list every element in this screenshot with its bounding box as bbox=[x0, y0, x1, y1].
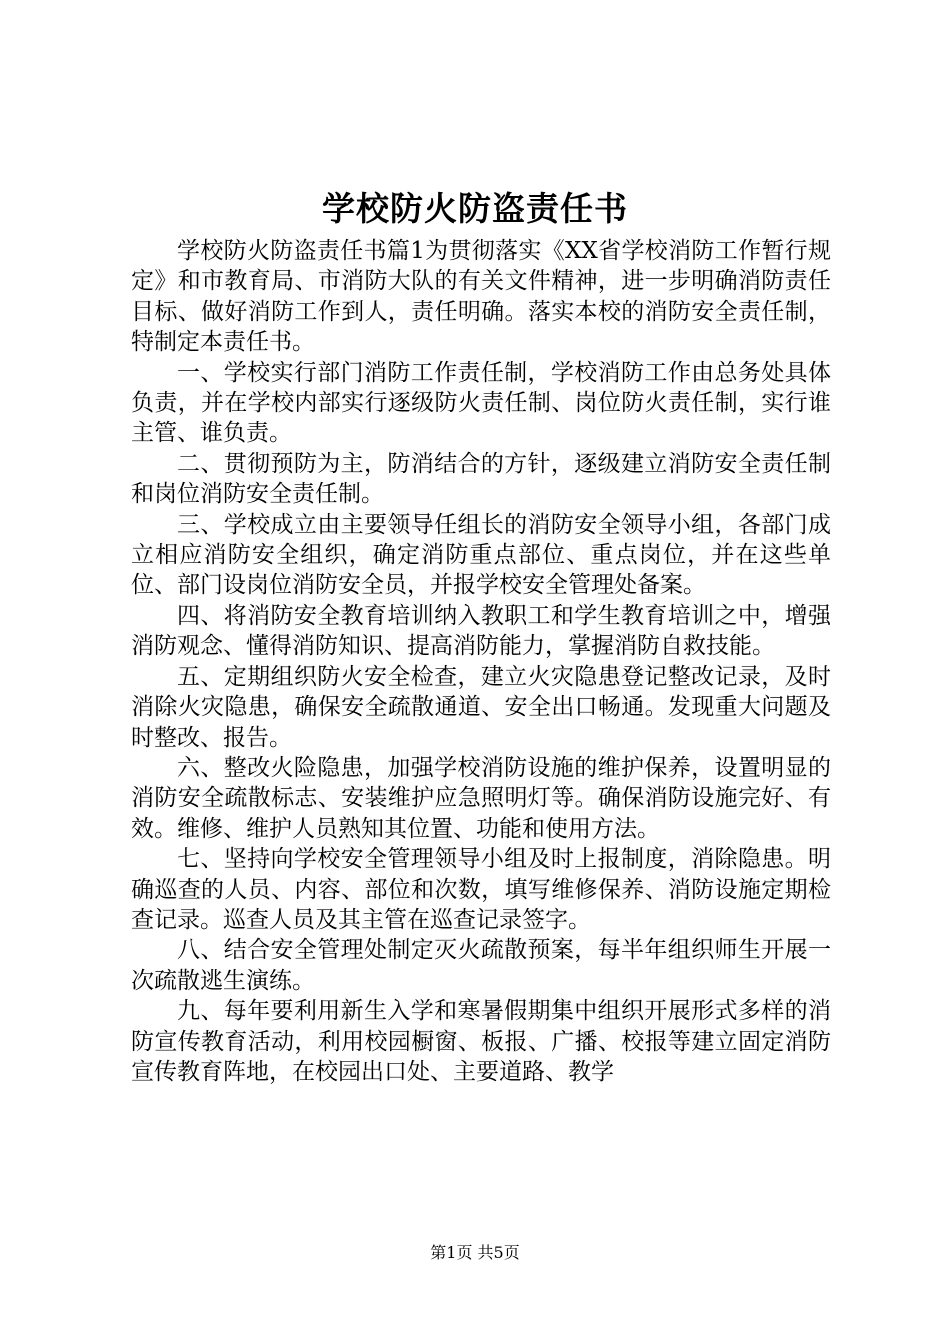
paragraph-item-9: 九、每年要利用新生入学和寒暑假期集中组织开展形式多样的消防宣传教育活动，利用校园橱窗、板报、广播、校报等建立固定消防宣传教育阵地，在校园出口处、主要道路、教学 bbox=[131, 998, 831, 1085]
paragraph-intro: 学校防火防盗责任书篇1为贯彻落实《XX省学校消防工作暂行规定》和市教育局、市消防大队的有关文件精神，进一步明确消防责任目标、做好消防工作到人，责任明确。落实本校的消防安全责任制，特制定本责任书。 bbox=[131, 238, 831, 356]
page-indicator: 第1页 共5页 bbox=[430, 1243, 520, 1262]
page-footer bbox=[0, 1242, 950, 1264]
document-title: 学校防火防盗责任书 bbox=[322, 189, 628, 228]
paragraph-item-8: 八、结合安全管理处制定灭火疏散预案，每半年组织师生开展一次疏散逃生演练。 bbox=[131, 937, 831, 994]
paragraph-item-5: 五、定期组织防火安全检查，建立火灾隐患登记整改记录，及时消除火灾隐患，确保安全疏散通道、安全出口畅通。发现重大问题及时整改、报告。 bbox=[131, 663, 831, 751]
paragraph-item-2: 二、贯彻预防为主，防消结合的方针，逐级建立消防安全责任制和岗位消防安全责任制。 bbox=[131, 450, 831, 508]
document-body bbox=[131, 236, 831, 1087]
paragraph-item-7: 七、坚持向学校安全管理领导小组及时上报制度，消除隐患。明确巡查的人员、内容、部位和次数，填写维修保养、消防设施定期检查记录。巡查人员及其主管在巡查记录签字。 bbox=[131, 846, 831, 933]
paragraph-item-3: 三、学校成立由主要领导任组长的消防安全领导小组，各部门成立相应消防安全组织，确定消防重点部位、重点岗位，并在这些单位、部门设岗位消防安全员，并报学校安全管理处备案。 bbox=[131, 511, 831, 599]
paragraph-item-4: 四、将消防安全教育培训纳入教职工和学生教育培训之中，增强消防观念、懂得消防知识、提高消防能力，掌握消防自救技能。 bbox=[131, 602, 831, 660]
paragraph-item-1: 一、学校实行部门消防工作责任制，学校消防工作由总务处具体负责，并在学校内部实行逐级防火责任制、岗位防火责任制，实行谁主管、谁负责。 bbox=[131, 359, 831, 447]
paragraph-item-6: 六、整改火险隐患，加强学校消防设施的维护保养，设置明显的消防安全疏散标志、安装维护应急照明灯等。确保消防设施完好、有效。维修、维护人员熟知其位置、功能和使用方法。 bbox=[131, 754, 831, 842]
